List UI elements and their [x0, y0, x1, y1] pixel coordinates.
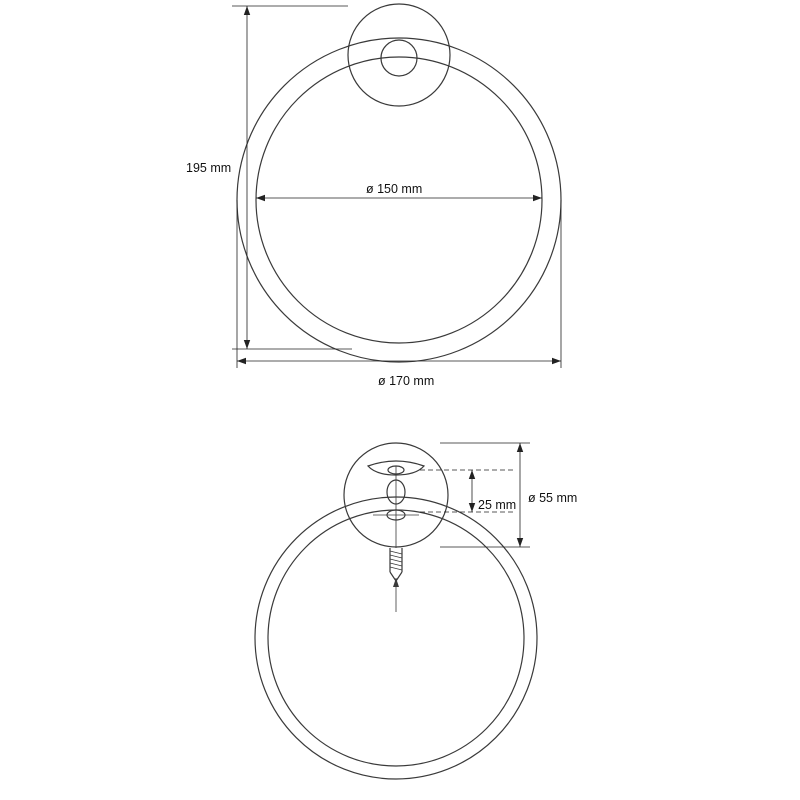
- arrow-dia-bottom: [517, 538, 523, 547]
- arrow-outer-right: [552, 358, 561, 364]
- side-view-dimensions: [420, 443, 530, 547]
- dim-label-outer-diameter: ø 170 mm: [378, 374, 435, 388]
- screw-thread-3: [390, 559, 402, 562]
- ring-inner-circle: [256, 57, 542, 343]
- arrow-inner-right: [533, 195, 542, 201]
- screw-thread-1: [390, 551, 402, 554]
- arrow-depth-bottom: [469, 503, 475, 512]
- ring-inner-circle-bottom: [268, 510, 524, 766]
- mount-arrow-head: [393, 578, 399, 587]
- arrow-height-bottom: [244, 340, 250, 349]
- screw-thread-4: [390, 563, 402, 566]
- dim-label-rosette-diameter: ø 55 mm: [528, 491, 578, 505]
- rosette-disc-front: [348, 4, 450, 106]
- dim-label-rosette-depth: 25 mm: [478, 498, 517, 512]
- ring-outer-circle: [237, 38, 561, 362]
- screw-thread-5: [390, 567, 402, 570]
- side-top-view: [255, 443, 537, 779]
- screw-thread-2: [390, 555, 402, 558]
- arrow-inner-left: [256, 195, 265, 201]
- dim-label-inner-diameter: ø 150 mm: [366, 182, 423, 196]
- arrow-depth-top: [469, 470, 475, 479]
- arrow-dia-top: [517, 443, 523, 452]
- arrow-height-top: [244, 6, 250, 15]
- dim-label-height: 195 mm: [186, 161, 232, 175]
- arrow-outer-left: [237, 358, 246, 364]
